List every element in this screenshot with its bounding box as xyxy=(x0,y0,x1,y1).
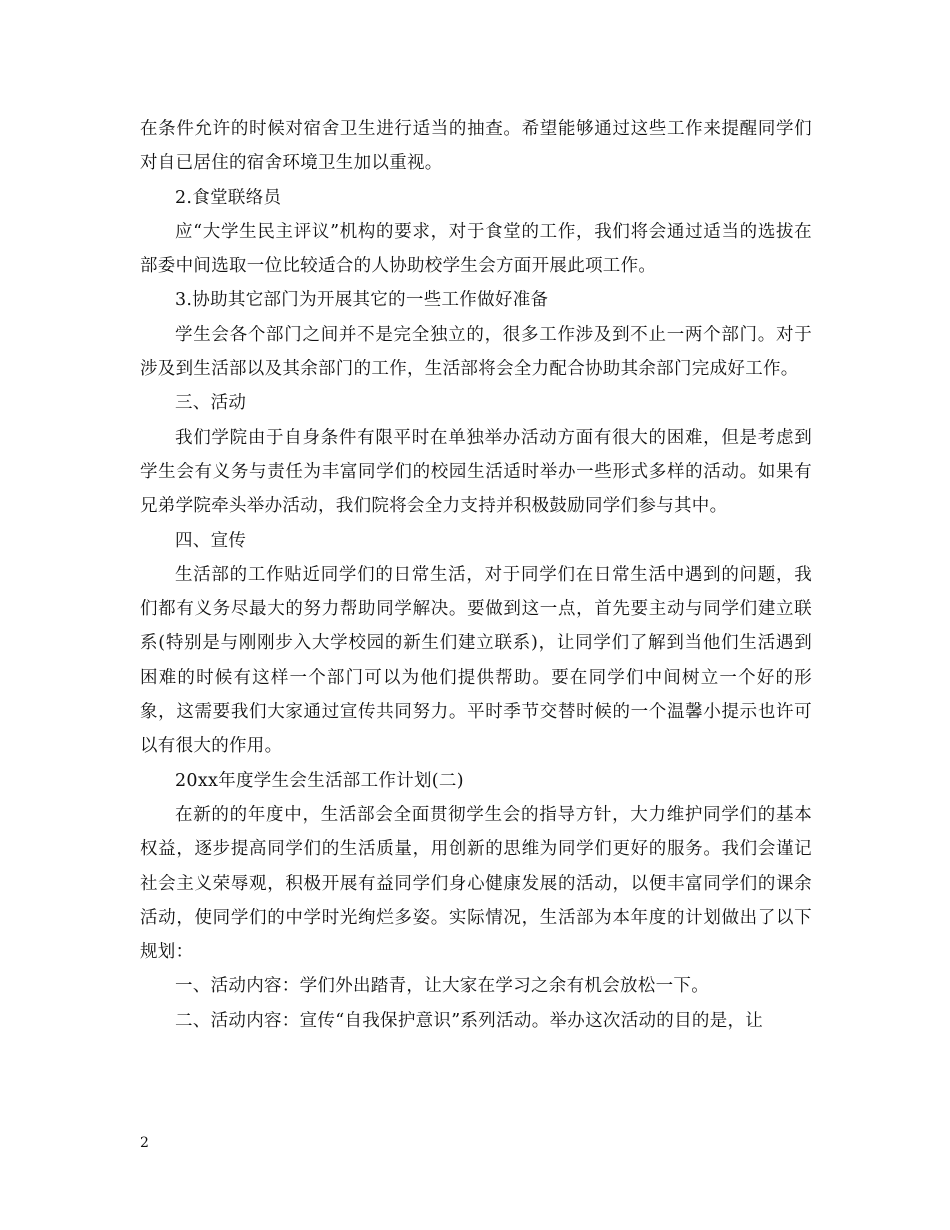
heading-activities: 三、活动 xyxy=(175,393,247,414)
paragraph-continuation: 在条件允许的时候对宿舍卫生进行适当的抽查。希望能够通过这些工作来提醒同学们对自已居住的宿舍环境卫生加以重视。 xyxy=(140,119,812,174)
document-body xyxy=(140,112,812,1038)
paragraph-canteen: 应“大学生民主评议”机构的要求，对于食堂的工作，我们将会通过适当的选拔在部委中间选取一位比较适合的人协助校学生会方面开展此项工作。 xyxy=(140,221,812,277)
list-item-activity-two: 二、活动内容：宣传“自我保护意识”系列活动。举办这次活动的目的是，让 xyxy=(175,1010,764,1031)
page-number: 2 xyxy=(140,1135,149,1151)
paragraph-activities: 我们学院由于自身条件有限平时在单独举办活动方面有很大的困难，但是考虑到学生会有义务与责任为丰富同学们的校园生活适时举办一些形式多样的活动。如果有兄弟学院牵头举办活动，我们院将会全力支持并积极鼓励同学们参与其中。 xyxy=(140,427,812,517)
list-item-activity-one: 一、活动内容：学们外出踏青，让大家在学习之余有机会放松一下。 xyxy=(175,976,709,997)
paragraph-plan-intro: 在新的的年度中，生活部会全面贯彻学生会的指导方针，大力维护同学们的基本权益，逐步提高同学们的生活质量，用创新的思维为同学们更好的服务。我们会谨记社会主义荣辱观，积极开展有益同学们身心健康发展的活动，以便丰富同学们的课余活动，使同学们的中学时光绚烂多姿。实际情况，生活部为本年度的计划做出了以下规划： xyxy=(140,804,812,963)
heading-publicity: 四、宣传 xyxy=(175,530,247,551)
section-title-plan-two: 20xx年度学生会生活部工作计划(二) xyxy=(175,770,464,791)
paragraph-assist-departments: 学生会各个部门之间并不是完全独立的，很多工作涉及到不止一两个部门。对于涉及到生活部以及其余部门的工作，生活部将会全力配合协助其余部门完成好工作。 xyxy=(140,324,812,380)
heading-assist-departments: 3.协助其它部门为开展其它的一些工作做好准备 xyxy=(175,290,549,311)
paragraph-publicity: 生活部的工作贴近同学们的日常生活，对于同学们在日常生活中遇到的问题，我们都有义务尽最大的努力帮助同学解决。要做到这一点，首先要主动与同学们建立联系(特别是与刚刚步入大学校园的新生们建立联系)，让同学们了解到当他们生活遇到困难的时候有这样一个部门可以为他们提供帮助。要在同学们中间树立一个好的形象，这需要我们大家通过宣传共同努力。平时季节交替时候的一个温馨小提示也许可以有很大的作用。 xyxy=(140,564,812,757)
heading-canteen-liaison: 2.食堂联络员 xyxy=(175,187,282,208)
